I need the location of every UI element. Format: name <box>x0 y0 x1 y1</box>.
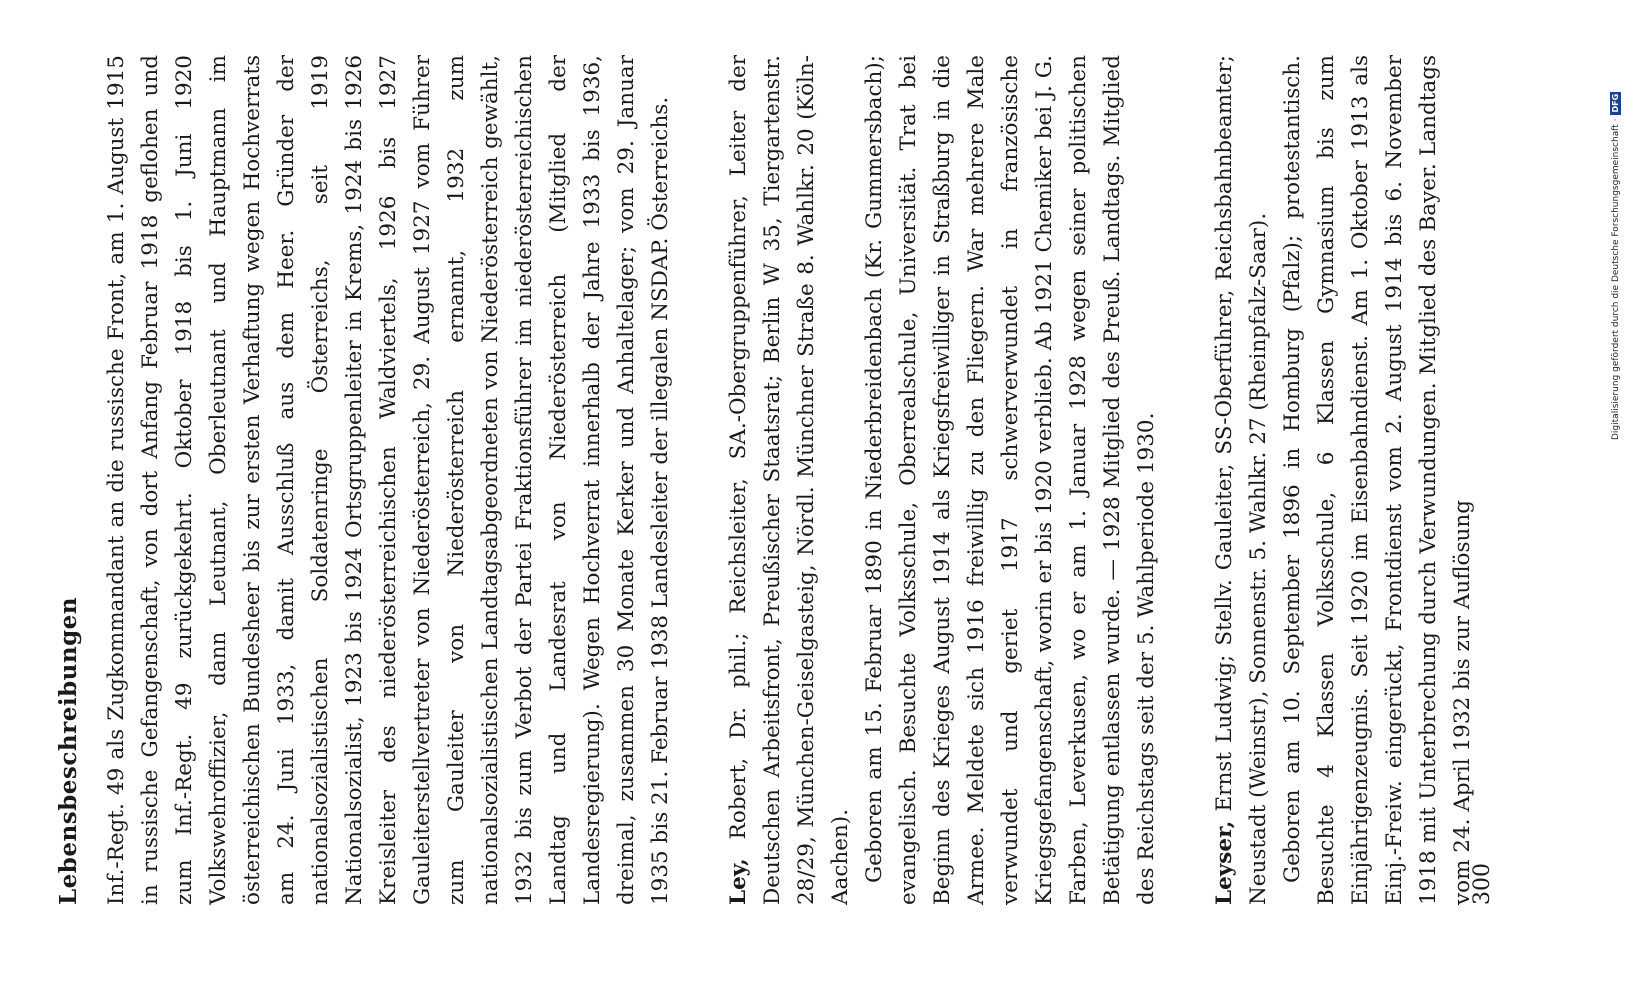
biography-entry <box>722 55 1164 905</box>
running-head: Lebensbeschreibungen <box>55 596 82 905</box>
entry-text: Robert, Dr. phil.; Reichsleiter, SA.-Obergruppenführer, Leiter der Deutschen Arbeitsfront, Preußischer Staatsrat; Berlin W 35, Tiergartenstr. 28/29, München-Geiselgasteig, Nördl. Münchner Straße 8. Wahlkr. 20 (Köln-Aachen). <box>726 55 853 905</box>
entry-paragraph <box>722 55 858 905</box>
entry-name: Leyser, <box>1212 820 1237 905</box>
page-content <box>55 55 1524 905</box>
page-number: 300 <box>1470 863 1495 905</box>
entry-paragraph: Inf.-Regt. 49 als Zugkommandant an die russische Front, am 1. August 1915 in russische Gefangenschaft, von dort Anfang Februar 1918 geflohen und zum Inf.-Regt. 49 zurückgekehrt. Oktober 1918 bis 1. Juni 1920 Volkswehroffizier, dann Leutnant, Oberleutnant und Hauptmann im österreichischen Bundesheer bis zur ersten Verhaftung wegen Hochverrats am 24. Juni 1933, damit Ausschluß aus dem Heer. Gründer der nationalsozialistischen Soldatenringe Österreichs, seit 1919 Nationalsozialist, 1923 bis 1924 Ortsgruppenleiter in Krems, 1924 bis 1926 Kreisleiter des niederösterreichischen Waldviertels, 1926 bis 1927 Gauleiterstellvertreter von Niederösterreich, 29. August 1927 vom Führer zum Gauleiter von Niederösterreich ernannt, 1932 zum nationalsozialistischen Landtagsabgeordneten von Niederösterreich gewählt, 1932 bis zum Verbot der Partei Fraktionsführer im niederösterreichischen Landtag und Landesrat von Niederösterreich (Mitglied der Landesregierung). Wegen Hochverrat innerhalb der Jahre 1933 bis 1936, dreimal, zusammen 30 Monate Kerker und Anhaltelager; vom 29. Januar 1935 bis 21. Februar 1938 Landesleiter der illegalen NSDAP. Österreichs. <box>104 55 673 905</box>
entry-paragraph: Geboren am 15. Februar 1890 in Niederbreidenbach (Kr. Gummersbach); evangelisch. Besuchte Volksschule, Oberrealschule, Universität. Trat bei Beginn des Krieges August 1914 als Kriegsfreiwilliger in Straßburg in die Armee. Meldete sich 1916 freiwillig zu den Fliegern. War mehrere Male verwundet und geriet 1917 schwerverwundet in französische Kriegsgefangenschaft, worin er bis 1920 verblieb. Ab 1921 Chemiker bei J. G. Farben, Leverkusen, wo er am 1. Januar 1928 wegen seiner politischen Betätigung entlassen wurde. — 1928 Mitglied des Preuß. Landtags. Mitglied des Reichstags seit der 5. Wahlperiode 1930. <box>862 55 1159 905</box>
biography-entry <box>100 55 678 905</box>
entry-text: Ernst Ludwig; Stellv. Gauleiter, SS-Oberführer, Reichsbahnbeamter; Neustadt (Weinstr), Sonnenstr. 5. Wahlkr. 27 (Rheinpfalz-Saar). <box>1212 55 1271 905</box>
entry-paragraph: Geboren am 10. September 1896 in Homburg (Pfalz); protestantisch. Besuchte 4 Klassen Volksschule, 6 Klassen Gymnasium bis zum Einjährigenzeugnis. Seit 1920 im Eisenbahndienst. Am 1. Oktober 1913 als Einj.-Freiw. eingerückt, Frontdienst vom 2. August 1914 bis 6. November 1918 mit Unterbrechung durch Verwundungen. Mitglied des Bayer. Landtags vom 24. April 1932 bis zur Auflösung <box>1280 55 1475 905</box>
digitization-text: Digitalisierung gefördert durch die Deutsche Forschungsgemeinschaft · <box>1611 118 1621 440</box>
biography-entry <box>1208 55 1480 905</box>
entry-paragraph <box>1208 55 1276 905</box>
dfg-logo: DFG <box>1611 93 1620 113</box>
entry-name: Ley, <box>726 858 751 905</box>
digitization-note <box>1610 10 1621 440</box>
